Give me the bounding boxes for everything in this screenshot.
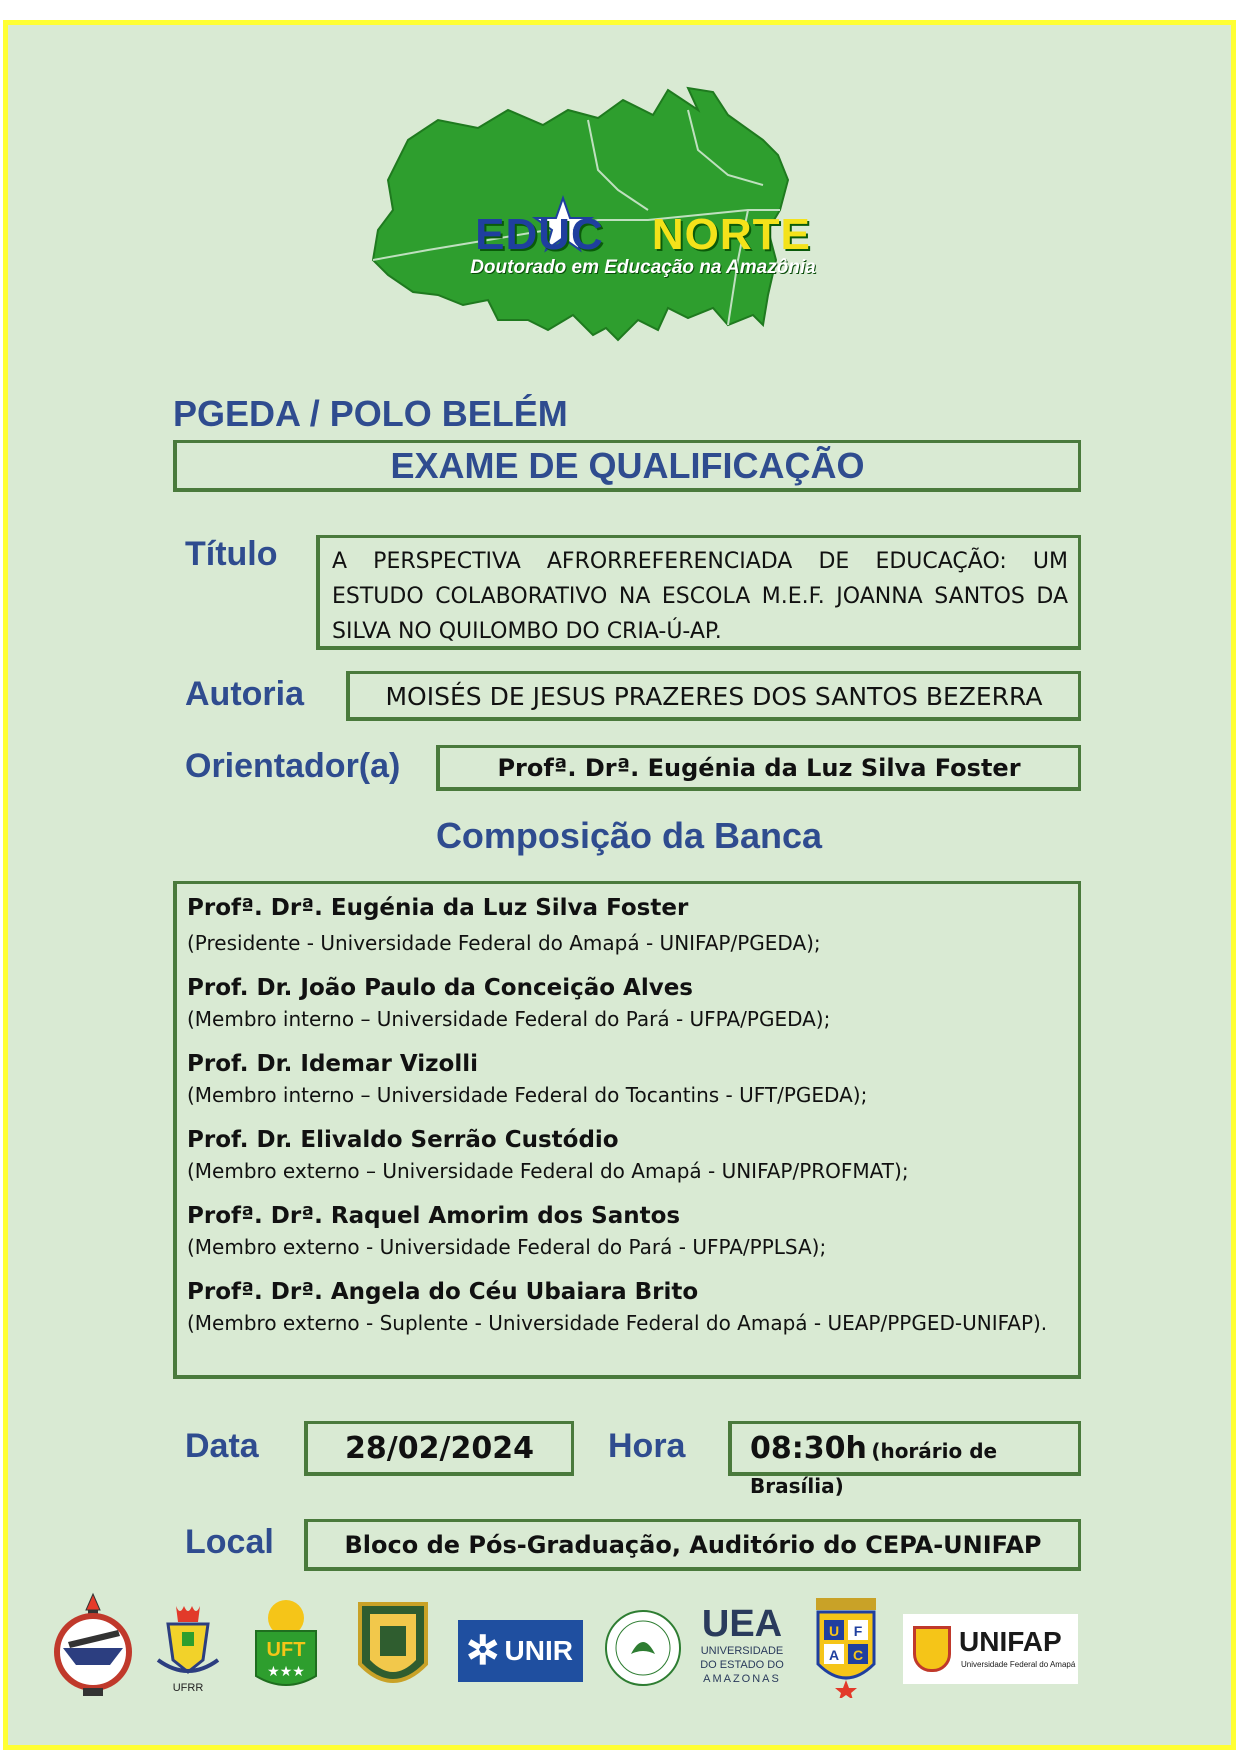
ufrr-caption: UFRR bbox=[172, 1682, 204, 1694]
ufrr-logo bbox=[148, 1602, 228, 1682]
poster bbox=[3, 20, 1236, 1750]
unifap-subtitle: Universidade Federal do Amapá bbox=[961, 1660, 1076, 1669]
exam-title-box bbox=[173, 440, 1081, 492]
member-name: Profª. Drª. Angela do Céu Ubaiara Brito bbox=[187, 1279, 699, 1305]
hora-value: 08:30h bbox=[750, 1431, 867, 1466]
ufac-logo bbox=[806, 1592, 886, 1698]
orientador-box bbox=[436, 745, 1081, 791]
orientador-value: Profª. Drª. Eugénia da Luz Silva Foster bbox=[497, 754, 1021, 782]
member-name: Prof. Dr. Idemar Vizolli bbox=[187, 1051, 478, 1077]
uea-line1: UNIVERSIDADE bbox=[700, 1645, 784, 1657]
unifap-text: UNIFAP bbox=[959, 1626, 1062, 1657]
autoria-box bbox=[346, 671, 1081, 721]
titulo-label: Título bbox=[185, 535, 278, 573]
list-item bbox=[187, 892, 1068, 958]
uea-big-text: UEA bbox=[701, 1603, 783, 1645]
uea-line3: AMAZONAS bbox=[703, 1673, 781, 1685]
footer-logos bbox=[48, 1590, 1208, 1700]
data-label: Data bbox=[185, 1427, 259, 1465]
uft-text: UFT bbox=[266, 1639, 306, 1661]
exam-title: EXAME DE QUALIFICAÇÃO bbox=[390, 445, 865, 486]
local-box bbox=[304, 1519, 1081, 1571]
list-item bbox=[187, 1276, 1068, 1338]
logo-subtitle: Doutorado em Educação na Amazônia bbox=[470, 257, 816, 278]
hora-note: (horário de Brasília) bbox=[750, 1439, 998, 1498]
orientador-label: Orientador(a) bbox=[185, 747, 401, 785]
list-item bbox=[187, 1048, 1068, 1110]
uft-logo bbox=[246, 1596, 326, 1696]
member-name: Prof. Dr. Elivaldo Serrão Custódio bbox=[187, 1127, 619, 1153]
banca-list bbox=[173, 881, 1081, 1379]
crest-logo bbox=[348, 1594, 438, 1698]
unifap-emblem-icon bbox=[913, 1626, 951, 1672]
member-name: Profª. Drª. Raquel Amorim dos Santos bbox=[187, 1203, 681, 1229]
program-heading: PGEDA / POLO BELÉM bbox=[173, 393, 568, 434]
local-value: Bloco de Pós-Graduação, Auditório do CEPA-UNIFAP bbox=[344, 1531, 1042, 1559]
member-role: (Membro interno – Universidade Federal do Tocantins - UFT/PGEDA); bbox=[187, 1083, 868, 1107]
ufpa-logo bbox=[48, 1590, 138, 1700]
member-name: Prof. Dr. João Paulo da Conceição Alves bbox=[187, 975, 693, 1001]
banca-heading: Composição da Banca bbox=[435, 815, 823, 856]
titulo-box bbox=[316, 535, 1081, 650]
autoria-value: MOISÉS DE JESUS PRAZERES DOS SANTOS BEZERRA bbox=[385, 682, 1043, 711]
hora-label: Hora bbox=[608, 1427, 686, 1465]
list-item bbox=[187, 972, 1068, 1034]
svg-text:C: C bbox=[852, 1647, 864, 1663]
svg-text:★★★: ★★★ bbox=[267, 1664, 305, 1680]
member-role: (Membro externo - Suplente - Universidade Federal do Amapá - UEAP/PPGED-UNIFAP). bbox=[187, 1311, 1048, 1335]
unir-star-icon: ✲ bbox=[466, 1629, 500, 1673]
svg-text:A: A bbox=[828, 1647, 840, 1663]
member-role: (Membro interno – Universidade Federal do Pará - UFPA/PGEDA); bbox=[187, 1007, 831, 1031]
uea-line2: DO ESTADO DO bbox=[700, 1659, 784, 1671]
data-value: 28/02/2024 bbox=[345, 1431, 534, 1466]
uea-seal-logo bbox=[603, 1608, 683, 1688]
data-box bbox=[304, 1421, 574, 1476]
member-role: (Membro externo – Universidade Federal do Amapá - UNIFAP/PROFMAT); bbox=[187, 1159, 909, 1183]
member-name: Profª. Drª. Eugénia da Luz Silva Foster bbox=[187, 895, 689, 921]
unir-text: UNIR bbox=[504, 1635, 573, 1666]
autoria-label: Autoria bbox=[185, 675, 304, 713]
member-role: (Presidente - Universidade Federal do Amapá - UNIFAP/PGEDA); bbox=[187, 931, 821, 955]
svg-text:F: F bbox=[853, 1623, 863, 1639]
unifap-logo bbox=[903, 1614, 1078, 1684]
unir-logo bbox=[458, 1620, 583, 1682]
hora-box bbox=[728, 1421, 1081, 1498]
titulo-value: A PERSPECTIVA AFRORREFERENCIADA DE EDUCAÇÃO: UM ESTUDO COLABORATIVO NA ESCOLA M.E.F. JOANNA SANTOS DA SILVA NO QUILOMBO DO CRIA-Ú-AP. bbox=[332, 549, 1068, 644]
uea-logo bbox=[696, 1604, 788, 1686]
list-item bbox=[187, 1124, 1068, 1186]
svg-text:U: U bbox=[828, 1623, 840, 1639]
logo-title: EDUC NORTE bbox=[475, 210, 811, 259]
local-label: Local bbox=[185, 1523, 274, 1561]
list-item bbox=[187, 1200, 1068, 1262]
member-role: (Membro externo - Universidade Federal do Pará - UFPA/PPLSA); bbox=[187, 1235, 827, 1259]
